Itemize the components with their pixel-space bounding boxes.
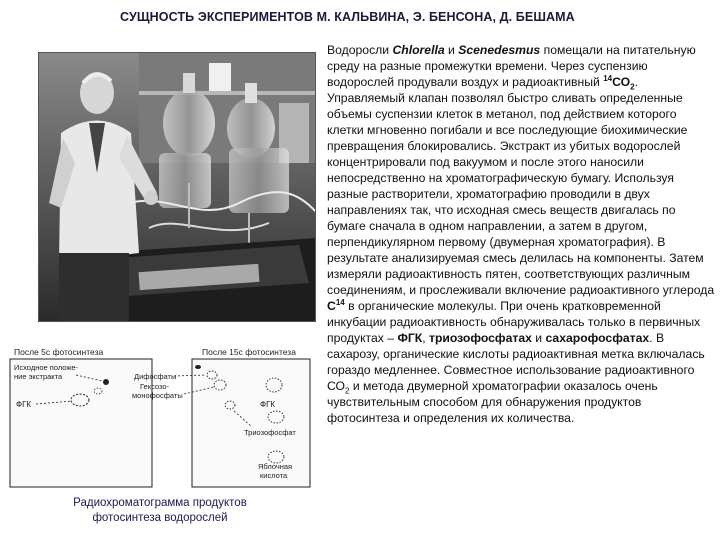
co2-subscript-2: 2 xyxy=(345,386,350,396)
co2-isotope: 14 xyxy=(603,73,613,83)
origin-spot xyxy=(103,379,109,385)
p2-text-e: и метода двумерной хроматографии оказалось очень чувствительным способом для обнаружения продуктов фотосинтеза и определения их количества. xyxy=(327,379,658,425)
diphosphates-label: Дифосфаты xyxy=(134,372,177,381)
radiochromatogram-drawing xyxy=(6,345,318,490)
sugar-term: сахарофосфатах xyxy=(545,331,650,345)
p2-text-d: . В сахарозу, органические кислоты радиоактивная метка включалась гораздо медленнее. Совместное использование радиоактивного СО xyxy=(327,331,705,393)
p2-comma: , xyxy=(422,331,429,345)
hexose-label-2: монофосфаты xyxy=(132,391,183,400)
hexose-label-1: Гексозо- xyxy=(140,382,170,391)
paragraph-1 xyxy=(327,42,716,90)
fgk-term: ФГК xyxy=(397,331,423,345)
chlorella-name: Chlorella xyxy=(392,43,445,57)
right-fgk-label: ФГК xyxy=(260,400,276,409)
paragraph-2 xyxy=(327,90,716,426)
p1-text-a: Водоросли xyxy=(327,43,393,57)
laboratory-photo xyxy=(38,52,316,322)
page-title: СУЩНОСТЬ ЭКСПЕРИМЕНТОВ М. КАЛЬВИНА, Э. БЕНСОНА, Д. БЕШАМА xyxy=(120,10,575,24)
co2-formula: СО xyxy=(612,75,631,89)
article-body xyxy=(327,42,716,426)
caption-line-2: фотосинтеза водорослей xyxy=(92,512,228,524)
origin-label-1: Исходное положе- xyxy=(14,363,79,372)
malic-label-1: Яблочная xyxy=(258,462,293,471)
triose-label: Триозофосфат xyxy=(244,428,296,437)
p1-and: и xyxy=(444,43,459,57)
carbon-isotope: 14 xyxy=(335,297,345,307)
scenedesmus-name: Scenedesmus xyxy=(458,43,541,57)
origin-label-2: ние экстракта xyxy=(14,372,63,381)
p1-end: . xyxy=(634,75,638,89)
p2-and: и xyxy=(531,331,546,345)
laboratory-photo-drawing xyxy=(39,53,316,322)
malic-label-2: кислота xyxy=(260,471,288,480)
co2-subscript: 2 xyxy=(630,82,635,92)
triose-term: триозофосфатах xyxy=(428,331,532,345)
radiochromatogram xyxy=(6,345,318,490)
left-fgk-label: ФГК xyxy=(16,400,32,409)
p2-text: Управляемый клапан позволял быстро сливать определенные объемы суспензии клеток в метанол, под действием которого клетки мгновенно погибали и все последующие биохимические превращения блокировались. Экстракт из убитых водорослей концентрировали под вакуумом и после этого наносили непосредственно на хроматографическую бумагу. Используя разные растворители, хроматографию проводили в двух направлениях так, что исходная смесь веществ двигалась по бумаге сначала в одном направлении, а затем в другом, перпендикулярном первому (двумерная хроматография). В результате анализируемая смесь делилась на компоненты. Затем измеряли радиоактивность пятен, соответствующих различным соединениям, и прослеживали включение радиоактивного углерода xyxy=(327,91,715,297)
carbon-symbol: С xyxy=(327,299,336,313)
radiogram-caption xyxy=(30,496,290,526)
p2-text-c: в органические молекулы. При очень кратковременной инкубации радиоактивность обнаруживалась только в первичных продуктах – xyxy=(327,299,701,345)
p1-text-b: помещали на питательную среду на разные промежутки времени. Через суспензию водорослей продували воздух и радиоактивный xyxy=(327,43,696,89)
left-panel-heading: После 5с фотосинтеза xyxy=(14,347,104,357)
right-panel-heading: После 15с фотосинтеза xyxy=(202,347,296,357)
caption-line-1: Радиохроматограмма продуктов xyxy=(73,497,247,509)
